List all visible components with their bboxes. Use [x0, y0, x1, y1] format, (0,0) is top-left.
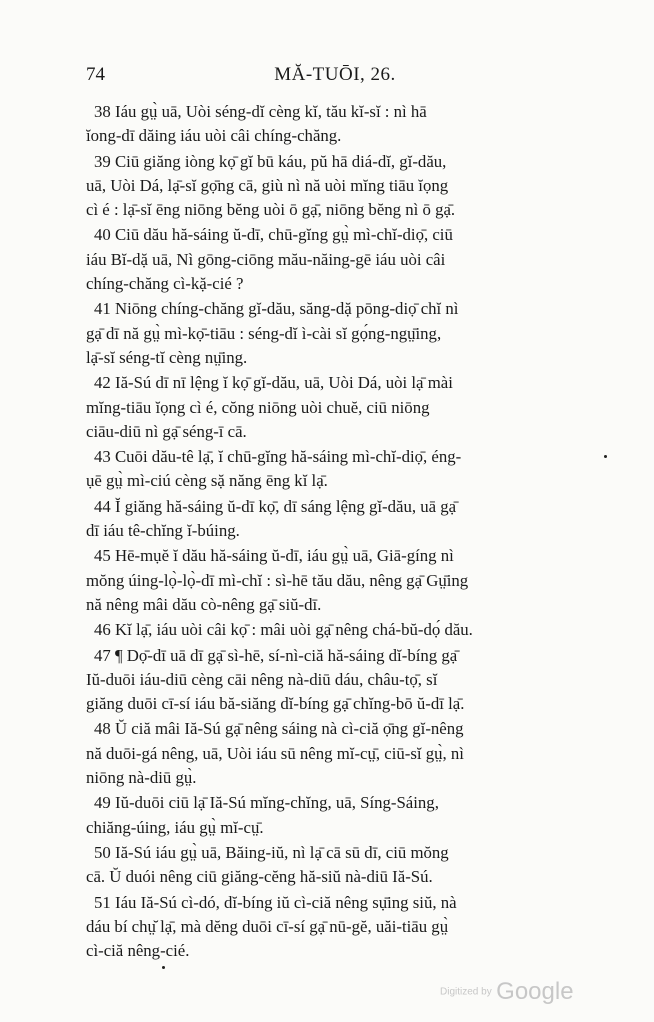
verse-line: cā. Ŭ duói nêng ciū giăng-cĕng hă-siŭ nà-diū Iă-Sú. — [86, 867, 433, 887]
google-watermark — [440, 978, 574, 1006]
verse — [86, 791, 582, 840]
verse — [86, 371, 582, 444]
google-logo: Google — [496, 978, 574, 1005]
stray-mark — [604, 455, 607, 458]
verse-line: 48 Ŭ ciă mâi Iă-Sú gạ̄ nêng sáing nà cì-ciă ọ̄ng gĭ-nêng — [94, 719, 464, 739]
verse-line: dáu bí chṳ̆ lạ̄, mà dĕng duōi cī-sí gạ̄ nū-gĕ, uăi-tiāu gṳ̀ — [86, 916, 449, 936]
verse-line: 43 Cuōi dău-tê lạ̄, ĭ chū-gĭng hă-sáing mì-chĭ-diọ̄, éng- — [94, 447, 462, 467]
verse-line: dī iáu tê-chĭng ĭ-búing. — [86, 521, 240, 541]
verse — [86, 618, 582, 642]
watermark-prefix: Digitized by — [440, 986, 492, 998]
verse — [86, 717, 582, 790]
page-number: 74 — [86, 64, 105, 85]
verse-line: 41 Niōng chíng-chăng gĭ-dău, săng-dặ pōng-diọ̄ chĭ nì — [94, 299, 459, 319]
verse-line: lạ̄-sĭ séng-tĭ cèng nṳ̄ing. — [86, 347, 248, 367]
verse-line: giăng duōi cī-sí iáu bă-siăng dĭ-bíng gạ̄ chĭng-bō ŭ-dī lạ̄. — [86, 694, 465, 714]
verse-line: 46 Kĭ lạ̄, iáu uòi câi kọ̄ : mâi uòi gạ̄ nêng chá-bŭ-dọ́ dău. — [94, 620, 473, 640]
verse-line: nă duōi-gá nêng, uā, Uòi iáu sū nêng mĭ-cṳ̄, ciū-sĭ gṳ̀, nì — [86, 743, 464, 763]
verse — [86, 445, 582, 494]
verse-line: Iŭ-duōi iáu-diū cèng cāi nêng nà-diū dáu, châu-tọ̄, sĭ — [86, 669, 438, 689]
verse-line: 47 ¶ Dọ̄-dī uā dī gạ̄ sì-hē, sí-nì-ciă hă-sáing dĭ-bíng gạ̄ — [94, 645, 458, 665]
verse-line: ciāu-diū nì gạ̄ séng-ī cā. — [86, 421, 247, 441]
verse-line: 40 Ciū dău hă-sáing ŭ-dī, chū-gĭng gṳ̀ mì-chĭ-diọ̄, ciū — [94, 225, 453, 245]
verse-line: mĭng-tiāu ĭọng cì é, cŏng niōng uòi chuĕ, ciū niōng — [86, 397, 430, 417]
verse-line: cì-ciă nêng-cié. — [86, 941, 190, 961]
verse-line: niōng nà-diū gṳ̀. — [86, 768, 197, 788]
verse-line: uā, Uòi Dá, lạ̄-sĭ gọ̄ng cā, giù nì nă uòi mĭng tiāu ĭọng — [86, 175, 449, 195]
verse-line: cì é : lạ̄-sĭ ēng niōng bĕng uòi ō gạ̄, niōng bĕng nì ō gạ̄. — [86, 200, 456, 220]
verse — [86, 150, 582, 223]
verse-line: 38 Iáu gṳ̀ uā, Uòi séng-dĭ cèng kĭ, tău kĭ-sĭ : nì hā — [94, 102, 427, 121]
verse-line: 44 Ĭ giăng hă-sáing ŭ-dī kọ̄, dī sáng lệng gĭ-dău, uā gạ̄ — [94, 496, 457, 516]
stray-mark — [162, 966, 165, 969]
verse-line: nă nêng mâi dău cò-nêng gạ̄ siŭ-dī. — [86, 594, 322, 614]
verse-line: iáu Bĭ-dặ uā, Nì gōng-ciōng mău-năing-gē iáu uòi câi — [86, 249, 446, 269]
verse-line: chiăng-úing, iáu gṳ̀ mĭ-cṳ̄. — [86, 817, 264, 837]
verse — [86, 495, 582, 544]
verse-line: 39 Ciū giăng iòng kọ̄ gĭ bū káu, pŭ hā diá-dĭ, gĭ-dău, — [94, 151, 447, 171]
verse-line: 45 Hē-mụĕ ĭ dău hă-sáing ŭ-dī, iáu gṳ̀ uā, Giā-gíng nì — [94, 546, 454, 566]
verse-line: mŏng úing-lọ̀-lọ̀-dī mì-chĭ : sì-hē tău dău, nêng gạ̄ Gṳ̄ing — [86, 570, 469, 590]
verse — [86, 297, 582, 370]
verse-line: ĭong-dī dăing iáu uòi câi chíng-chăng. — [86, 126, 342, 146]
verse-list — [86, 100, 582, 964]
verse-line: gạ̄ dī nă gṳ̀ mì-kọ̄-tiāu : séng-dĭ ì-cài sĭ gọ́ng-ngṳ̄ing, — [86, 323, 442, 343]
running-title: MĂ-TUŌI, 26. — [274, 64, 396, 85]
verse-line: 50 Iă-Sú iáu gṳ̀ uā, Băing-iŭ, nì lạ̄ cā sū dī, ciū mŏng — [94, 842, 449, 862]
verse-line: ụē gṳ̀ mì-ciú cèng sặ năng ēng kĭ lạ̄. — [86, 471, 328, 491]
page-header — [86, 64, 584, 88]
verse-line: 49 Iŭ-duōi ciū lạ̄ Iă-Sú mĭng-chĭng, uā, Síng-Sáing, — [94, 793, 439, 813]
verse-line: 42 Iă-Sú dī nī lệng ĭ kọ̄ gĭ-dău, uā, Uòi Dá, uòi lạ̄ mài — [94, 373, 453, 393]
verse-line: chíng-chăng cì-kặ-cié ? — [86, 274, 244, 294]
verse — [86, 841, 582, 890]
verse-line: 51 Iáu Iă-Sú cì-dó, dĭ-bíng iŭ cì-ciă nêng sụ̄ing siŭ, nà — [94, 892, 457, 912]
verse — [86, 891, 582, 964]
verse — [86, 544, 582, 617]
verse — [86, 223, 582, 296]
verse — [86, 644, 582, 717]
verse — [86, 100, 582, 149]
